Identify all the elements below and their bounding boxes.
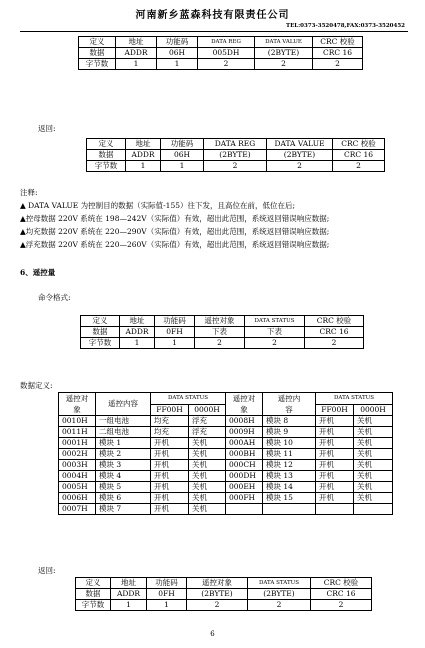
table-cell: 数据: [76, 589, 111, 600]
table-cell: 关机: [189, 460, 226, 471]
table-row: [76, 589, 372, 600]
table-cell: 1: [161, 161, 204, 172]
header-cell: 0000H: [354, 404, 393, 416]
table-row: [76, 600, 372, 611]
table-cell: 1: [116, 59, 157, 70]
table-cell: [226, 504, 263, 515]
table-cell: 关机: [354, 493, 393, 504]
table-row: [87, 161, 385, 172]
table-cell: 06H: [157, 48, 198, 59]
table-cell: 开机: [316, 471, 354, 482]
table-cell: 0004H: [59, 471, 96, 482]
table-cell: 0002H: [59, 449, 96, 460]
table-cell: 1: [157, 59, 198, 70]
header-cell: 遥控对象: [59, 393, 96, 416]
table-cell: 地址: [120, 316, 155, 327]
table-cell: 数据: [87, 150, 126, 161]
table-cell: 2: [267, 161, 333, 172]
table-cell: 0001H: [59, 438, 96, 449]
table-cell: 1: [120, 338, 155, 349]
table-cell: 浮充: [189, 416, 226, 427]
table-cell: 字节数: [87, 161, 126, 172]
table-cell: 2: [255, 59, 313, 70]
command-table-06: [78, 36, 363, 70]
table-cell: 下表: [245, 327, 305, 338]
table-row: [79, 37, 363, 48]
table-cell: CRC 16: [305, 327, 364, 338]
table-cell: 定义: [79, 37, 116, 48]
table-row: [59, 416, 393, 427]
header-cell: FF00H: [151, 404, 189, 416]
table-cell: DATA REG: [204, 139, 267, 150]
table-cell: 1: [155, 338, 195, 349]
table-cell: 浮充: [189, 427, 226, 438]
table-cell: CRC 校验: [333, 139, 385, 150]
table-cell: 模块 1: [96, 438, 151, 449]
table-cell: 模块 9: [263, 427, 316, 438]
table-row: [59, 449, 393, 460]
table-cell: 开机: [316, 449, 354, 460]
table-cell: DATA STATUS: [245, 316, 305, 327]
table-cell: 模块 11: [263, 449, 316, 460]
header-cell: 遥控内容: [263, 393, 316, 416]
table-cell: 0011H: [59, 427, 96, 438]
table-cell: CRC 校验: [313, 37, 363, 48]
table-cell: 关机: [354, 460, 393, 471]
table-row: [79, 48, 363, 59]
table-cell: ADDR: [120, 327, 155, 338]
table-cell: 000DH: [226, 471, 263, 482]
table-cell: 模块 4: [96, 471, 151, 482]
table-cell: 模块 14: [263, 482, 316, 493]
table-cell: 关机: [354, 482, 393, 493]
table-row: [87, 139, 385, 150]
table-cell: [354, 504, 393, 515]
table-cell: 1: [147, 600, 187, 611]
company-name: 河南新乡蓝森科技有限责任公司: [135, 10, 290, 21]
table-cell: 关机: [354, 438, 393, 449]
table-cell: 开机: [316, 438, 354, 449]
table-cell: 地址: [126, 139, 161, 150]
table-cell: 1: [111, 600, 147, 611]
table-cell: 0006H: [59, 493, 96, 504]
table-cell: ADDR: [126, 150, 161, 161]
table-cell: 关机: [354, 449, 393, 460]
table-cell: 0009H: [226, 427, 263, 438]
table-cell: 模块 5: [96, 482, 151, 493]
table-cell: 均充: [151, 427, 189, 438]
table-cell: 关机: [354, 471, 393, 482]
section-title: 6、遥控量: [20, 268, 56, 277]
table-cell: 0005H: [59, 482, 96, 493]
table-row: [59, 471, 393, 482]
table-cell: 000EH: [226, 482, 263, 493]
table-cell: 开机: [151, 460, 189, 471]
table-cell: 2: [204, 161, 267, 172]
note-line: ▲控母数据 220V 系统在 198—242V（实际值）有效，超出此范围，系统返回错误响应数据;: [20, 214, 330, 223]
table-cell: 功能码: [157, 37, 198, 48]
header-cell: FF00H: [316, 404, 354, 416]
table-cell: 二组电池: [96, 427, 151, 438]
table-row: [87, 150, 385, 161]
table-cell: CRC 16: [333, 150, 385, 161]
table-header-row: [59, 393, 393, 405]
table-cell: 000CH: [226, 460, 263, 471]
header-rule: [20, 31, 408, 32]
header-cell: DATA STATUS: [151, 393, 226, 405]
table-cell: 遥控对象: [187, 578, 248, 589]
table-cell: 模块 6: [96, 493, 151, 504]
table-cell: 000BH: [226, 449, 263, 460]
data-definition-label: 数据定义:: [20, 381, 53, 390]
table-cell: 005DH: [198, 48, 255, 59]
table-cell: 地址: [111, 578, 147, 589]
table-cell: 0008H: [226, 416, 263, 427]
table-cell: 模块 2: [96, 449, 151, 460]
remote-control-definition-table: [58, 392, 393, 515]
command-table-0f: [80, 315, 364, 349]
reply-table-0f: [75, 577, 372, 611]
table-cell: 2: [198, 59, 255, 70]
header-cell: 遥控对象: [226, 393, 263, 416]
table-row: [81, 316, 364, 327]
notes-heading: 注释:: [20, 188, 38, 197]
table-cell: (2BYTE): [255, 48, 313, 59]
reply-label: 返回:: [38, 566, 56, 575]
table-cell: 开机: [316, 493, 354, 504]
table-cell: [263, 504, 316, 515]
table-cell: 2: [245, 338, 305, 349]
table-cell: 遥控对象: [195, 316, 245, 327]
table-cell: 字节数: [81, 338, 120, 349]
table-cell: 定义: [76, 578, 111, 589]
table-cell: 关机: [189, 493, 226, 504]
table-cell: [316, 504, 354, 515]
table-cell: 功能码: [147, 578, 187, 589]
table-cell: 均充: [151, 416, 189, 427]
table-row: [76, 578, 372, 589]
table-cell: 字节数: [79, 59, 116, 70]
table-cell: 数据: [81, 327, 120, 338]
table-row: [59, 493, 393, 504]
table-cell: 地址: [116, 37, 157, 48]
table-cell: CRC 校验: [311, 578, 372, 589]
note-line: ▲浮充数据 220V 系统在 220—260V（实际值）有效，超出此范围，系统返回错误响应数据;: [20, 240, 330, 249]
table-cell: 模块 15: [263, 493, 316, 504]
header-cell: 0000H: [189, 404, 226, 416]
table-cell: CRC 16: [313, 48, 363, 59]
table-cell: 定义: [81, 316, 120, 327]
table-cell: 模块 10: [263, 438, 316, 449]
table-cell: 功能码: [155, 316, 195, 327]
table-cell: 开机: [151, 504, 189, 515]
command-format-label: 命令格式:: [38, 293, 71, 302]
table-row: [59, 427, 393, 438]
table-cell: 开机: [151, 471, 189, 482]
table-row: [79, 59, 363, 70]
header-cell: 遥控内容: [96, 393, 151, 416]
table-cell: ADDR: [116, 48, 157, 59]
table-cell: 模块 7: [96, 504, 151, 515]
table-cell: 模块 13: [263, 471, 316, 482]
table-cell: 0FH: [147, 589, 187, 600]
table-cell: 关机: [189, 471, 226, 482]
table-cell: 模块 12: [263, 460, 316, 471]
header-cell: DATA STATUS: [316, 393, 393, 405]
table-cell: 模块 3: [96, 460, 151, 471]
reply-label: 返回:: [38, 124, 56, 133]
table-cell: (2BYTE): [204, 150, 267, 161]
table-cell: 关机: [189, 438, 226, 449]
table-cell: 06H: [161, 150, 204, 161]
table-cell: 开机: [316, 427, 354, 438]
table-cell: 字节数: [76, 600, 111, 611]
table-cell: 2: [311, 600, 372, 611]
table-row: [59, 482, 393, 493]
note-line: ▲ DATA VALUE 为控制目的数据（实际值-155）往下发，且高位在前，低位在后;: [20, 201, 296, 210]
table-cell: 0007H: [59, 504, 96, 515]
table-cell: 0010H: [59, 416, 96, 427]
contact-info: TEL:0373-3520478,FAX:0373-3520452: [285, 23, 405, 29]
table-row: [81, 327, 364, 338]
table-cell: 开机: [316, 482, 354, 493]
table-cell: DATA STATUS: [248, 578, 311, 589]
table-cell: 定义: [87, 139, 126, 150]
note-line: ▲均充数据 220V 系统在 220—290V（实际值）有效，超出此范围，系统返回错误响应数据;: [20, 227, 330, 236]
table-cell: ADDR: [111, 589, 147, 600]
table-cell: (2BYTE): [248, 589, 311, 600]
table-cell: 0FH: [155, 327, 195, 338]
table-cell: 一组电池: [96, 416, 151, 427]
table-cell: 2: [305, 338, 364, 349]
table-cell: 2: [187, 600, 248, 611]
table-row: [59, 460, 393, 471]
table-cell: (2BYTE): [267, 150, 333, 161]
table-cell: 开机: [151, 493, 189, 504]
table-cell: 关机: [354, 427, 393, 438]
table-cell: 0003H: [59, 460, 96, 471]
table-cell: (2BYTE): [187, 589, 248, 600]
table-cell: 关机: [354, 416, 393, 427]
table-cell: 下表: [195, 327, 245, 338]
table-cell: 000AH: [226, 438, 263, 449]
table-cell: 开机: [151, 438, 189, 449]
table-cell: 关机: [189, 449, 226, 460]
table-cell: 开机: [316, 416, 354, 427]
table-cell: 功能码: [161, 139, 204, 150]
table-row: [81, 338, 364, 349]
table-cell: 2: [248, 600, 311, 611]
table-cell: 开机: [151, 482, 189, 493]
table-cell: CRC 校验: [305, 316, 364, 327]
table-cell: DATA VALUE: [267, 139, 333, 150]
table-cell: 关机: [189, 504, 226, 515]
table-cell: CRC 16: [311, 589, 372, 600]
table-row: [59, 438, 393, 449]
table-cell: 开机: [151, 449, 189, 460]
table-row: [59, 504, 393, 515]
table-cell: 数据: [79, 48, 116, 59]
table-cell: DATA REG: [198, 37, 255, 48]
table-cell: DATA VALUE: [255, 37, 313, 48]
table-cell: 2: [333, 161, 385, 172]
reply-table-06: [86, 138, 385, 172]
page-number: 6: [210, 630, 215, 638]
table-cell: 2: [195, 338, 245, 349]
table-cell: 关机: [189, 482, 226, 493]
table-cell: 模块 8: [263, 416, 316, 427]
table-cell: 开机: [316, 460, 354, 471]
table-cell: 000FH: [226, 493, 263, 504]
table-cell: 2: [313, 59, 363, 70]
table-cell: 1: [126, 161, 161, 172]
